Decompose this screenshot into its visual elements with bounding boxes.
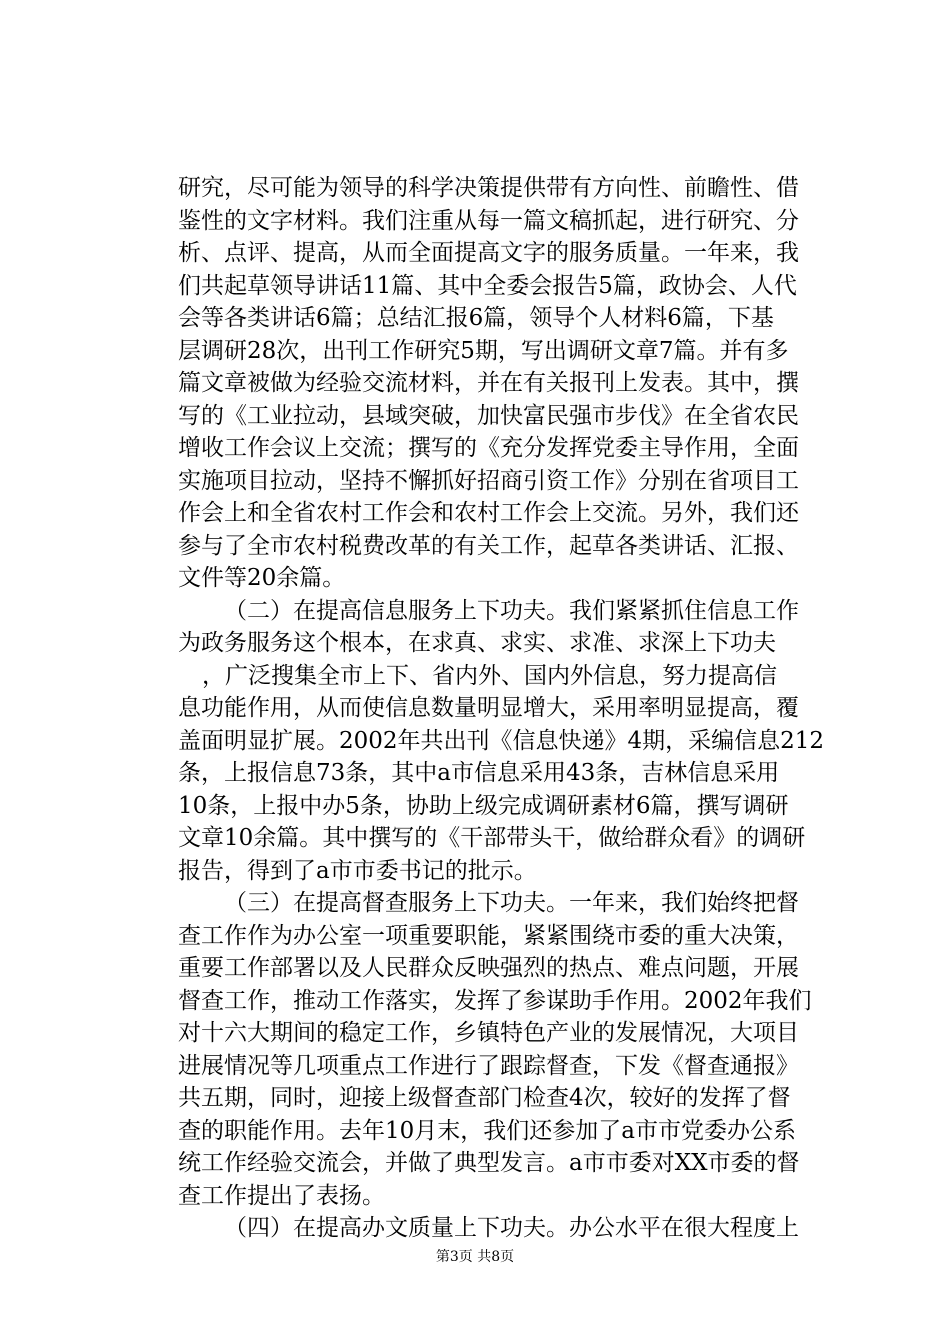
text-line: 对十六大期间的稳定工作，乡镇特色产业的发展情况，大项目 — [178, 1020, 799, 1046]
text-line: 重要工作部署以及人民群众反映强烈的热点、难点问题，开展 — [178, 955, 799, 981]
text-line: 会等各类讲话6篇；总结汇报6篇，领导个人材料6篇，下基 — [178, 305, 774, 331]
text-line: 查的职能作用。去年10月末，我们还参加了a市市党委办公系 — [178, 1117, 796, 1144]
text-line: 层调研28次，出刊工作研究5期，写出调研文章7篇。并有多 — [178, 337, 789, 364]
text-line: 文章10余篇。其中撰写的《干部带头干，做给群众看》的调研 — [178, 825, 806, 851]
text-line: 增收工作会议上交流；撰写的《充分发挥党委主导作用，全面 — [178, 435, 799, 461]
text-line: 文件等20余篇。 — [178, 565, 346, 591]
text-line: （二）在提高信息服务上下功夫。我们紧紧抓住信息工作 — [224, 597, 799, 624]
text-line: 实施项目拉动，坚持不懈抓好招商引资工作》分别在省项目工 — [178, 467, 799, 494]
text-line: 作会上和全省农村工作会和农村工作会上交流。另外，我们还 — [178, 500, 799, 526]
text-line: 盖面明显扩展。2002年共出刊《信息快递》4期，采编信息212 — [178, 727, 825, 754]
page-footer: 第3页 共8页 — [435, 1249, 515, 1265]
text-line: ，广泛搜集全市上下、省内外、国内外信息，努力提高信 — [202, 662, 777, 689]
text-line: （四）在提高办文质量上下功夫。办公水平在很大程度上 — [224, 1215, 799, 1241]
text-line: 参与了全市农村税费改革的有关工作，起草各类讲话、汇报、 — [178, 532, 799, 559]
text-line: 息功能作用，从而使信息数量明显增大，采用率明显提高，覆 — [178, 695, 799, 721]
text-line: 进展情况等几项重点工作进行了跟踪督查，下发《督查通报》 — [178, 1052, 799, 1079]
text-line: 督查工作，推动工作落实，发挥了参谋助手作用。2002年我们 — [178, 987, 812, 1014]
text-line: （三）在提高督查服务上下功夫。一年来，我们始终把督 — [224, 890, 799, 916]
text-line: 10条，上报中办5条，协助上级完成调研素材6篇，撰写调研 — [178, 792, 789, 819]
text-line: 研究，尽可能为领导的科学决策提供带有方向性、前瞻性、借 — [178, 175, 799, 201]
text-line: 条，上报信息73条，其中a市信息采用43条，吉林信息采用 — [178, 760, 780, 786]
text-line: 报告，得到了a市市委书记的批示。 — [178, 857, 537, 884]
text-line: 篇文章被做为经验交流材料，并在有关报刊上发表。其中，撰 — [178, 370, 799, 396]
text-line: 查工作提出了表扬。 — [178, 1182, 385, 1209]
document-body — [178, 172, 838, 1245]
text-line: 为政务服务这个根本，在求真、求实、求准、求深上下功夫 — [178, 630, 776, 656]
text-line: 写的《工业拉动，县域突破，加快富民强市步伐》在全省农民 — [178, 402, 799, 429]
text-line: 查工作作为办公室一项重要职能，紧紧围绕市委的重大决策， — [178, 922, 799, 949]
text-line: 统工作经验交流会，并做了典型发言。a市市委对XX市委的督 — [178, 1150, 800, 1176]
text-line: 们共起草领导讲话11篇、其中全委会报告5篇，政协会、人代 — [178, 272, 797, 299]
text-line: 析、点评、提高，从而全面提高文字的服务质量。一年来，我 — [178, 240, 799, 266]
text-line: 共五期，同时，迎接上级督查部门检查4次，较好的发挥了督 — [178, 1085, 791, 1111]
text-line: 鉴性的文字材料。我们注重从每一篇文稿抓起，进行研究、分 — [178, 207, 799, 234]
